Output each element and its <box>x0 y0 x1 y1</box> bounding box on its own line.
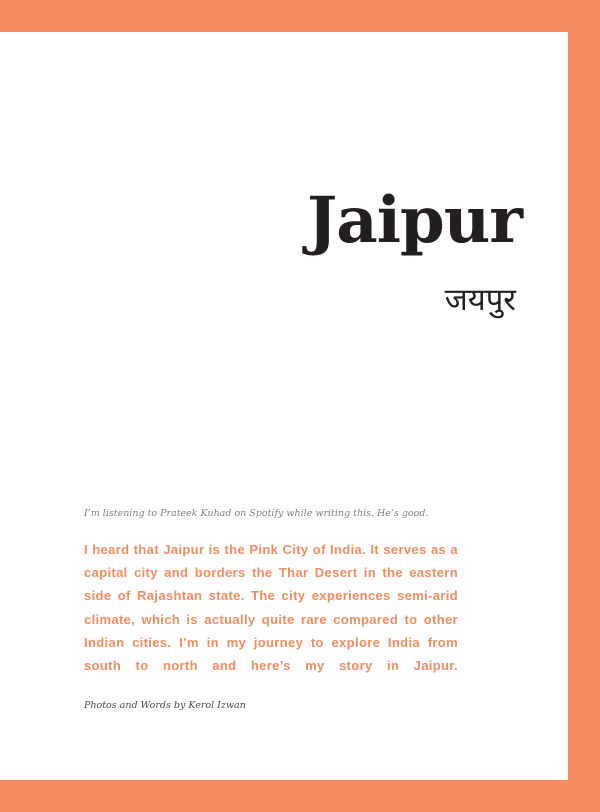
page-sheet <box>0 32 568 780</box>
author-note: I’m listening to Prateek Kuhad on Spotify while writing this. He’s good. <box>84 508 429 519</box>
intro-paragraph: I heard that Jaipur is the Pink City of India. It serves as a capital city and borders the Thar Desert in the eastern side of Rajashtan state. The city experiences semi-arid climate, which is actually quite rare compared to other Indian cities. I’m in my journey to explore India from south to north and here’s my story in Jaipur. <box>84 542 458 674</box>
page-subtitle-hindi: जयपुर <box>444 282 516 318</box>
photo-credit: Photos and Words by Kerol Izwan <box>84 700 246 711</box>
page-title: Jaipur <box>306 183 522 258</box>
